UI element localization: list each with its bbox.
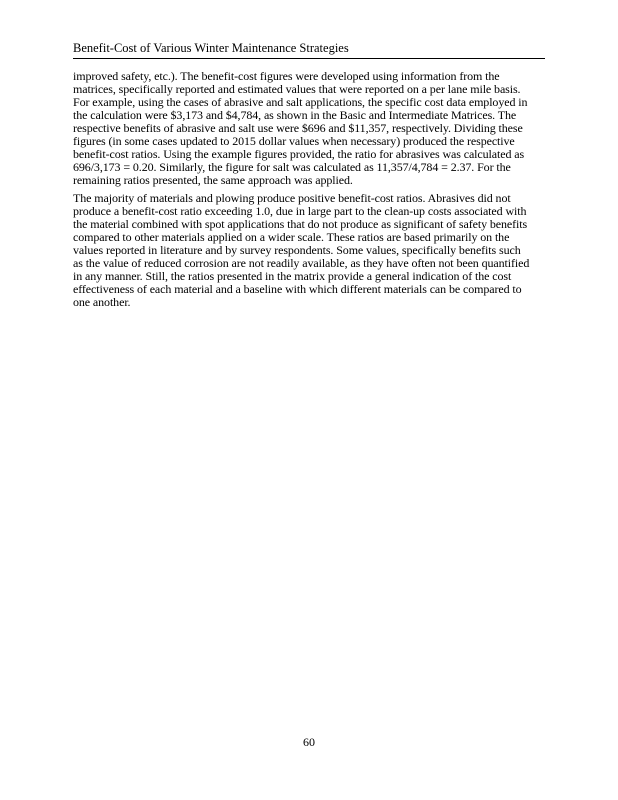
text-line: in any manner. Still, the ratios presented in the matrix provide a general indication of the cost <box>73 269 512 283</box>
text-line: matrices, specifically reported and estimated values that were reported on a per lane mile basis. <box>73 82 521 96</box>
page-number: 60 <box>303 735 315 749</box>
text-line: The majority of materials and plowing produce positive benefit-cost ratios. Abrasives did not <box>73 191 511 205</box>
text-line: produce a benefit-cost ratio exceeding 1.0, due in large part to the clean-up costs associated with <box>73 204 527 218</box>
document-body <box>73 70 605 314</box>
text-line: remaining ratios presented, the same approach was applied. <box>73 173 353 187</box>
text-line: the calculation were $3,173 and $4,784, as shown in the Basic and Intermediate Matrices. The <box>73 108 517 122</box>
text-line: as the value of reduced corrosion are not readily available, as they have often not been quantified <box>73 256 530 270</box>
paragraph <box>73 192 605 309</box>
text-line: compared to other materials applied on a wider scale. These ratios are based primarily on the <box>73 230 510 244</box>
text-line: values reported in literature and by survey respondents. Some values, specifically benefits such <box>73 243 521 257</box>
header-title: Benefit-Cost of Various Winter Maintenance Strategies <box>73 41 349 55</box>
text-line: benefit-cost ratios. Using the example figures provided, the ratio for abrasives was calculated as <box>73 147 525 161</box>
text-line: figures (in some cases updated to 2015 dollar values when necessary) produced the respective <box>73 134 515 148</box>
text-line: respective benefits of abrasive and salt use were $696 and $11,357, respectively. Dividing these <box>73 121 523 135</box>
running-header <box>73 40 545 59</box>
text-line: For example, using the cases of abrasive and salt applications, the specific cost data employed in <box>73 95 528 109</box>
paragraph <box>73 70 605 187</box>
text-line: improved safety, etc.). The benefit-cost figures were developed using information from the <box>73 69 500 83</box>
text-line: the material combined with spot applications that do not produce as significant of safety benefits <box>73 217 528 231</box>
text-line: effectiveness of each material and a baseline with which different materials can be compared to <box>73 282 522 296</box>
text-line: one another. <box>73 295 131 309</box>
text-line: 696/3,173 = 0.20. Similarly, the figure for salt was calculated as 11,357/4,784 = 2.37. For the <box>73 160 511 174</box>
